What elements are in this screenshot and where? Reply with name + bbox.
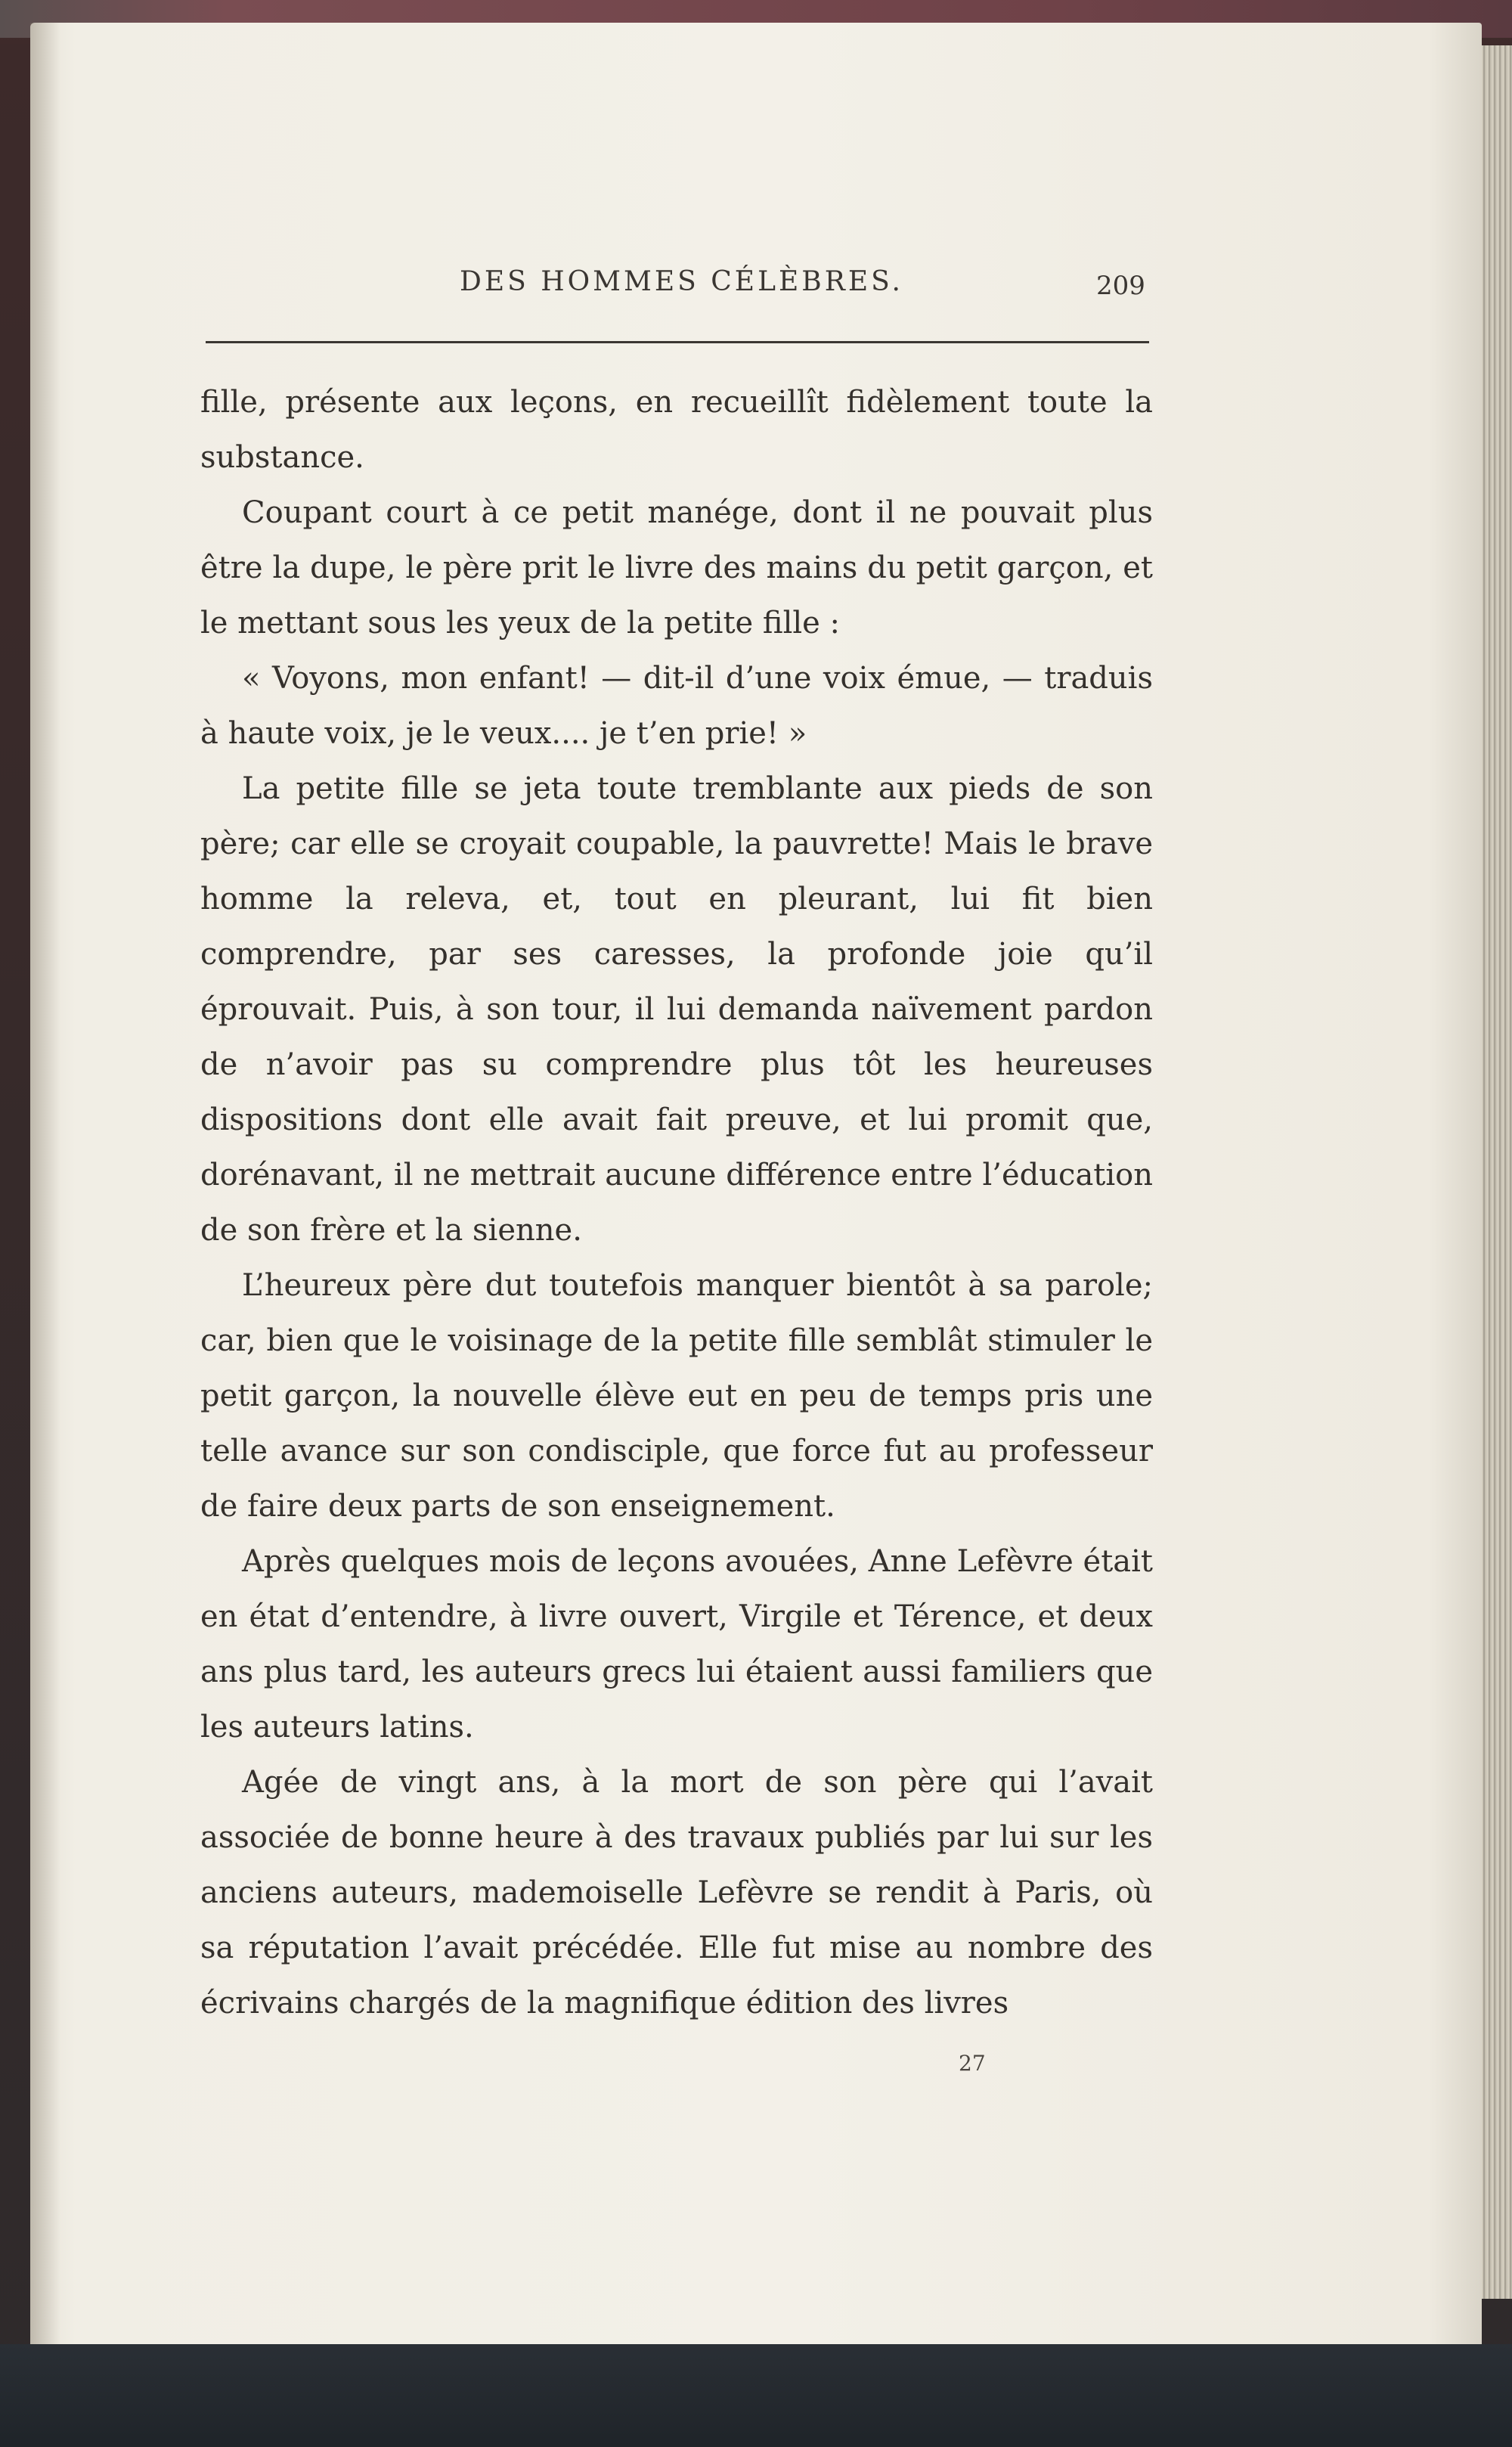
paragraph: Après quelques mois de leçons avouées, Anne Lefèvre était en état d’entendre, à livre ouvert, Virgile et Térence, et deux ans plus tard, les auteurs grecs lui étaient aussi familiers que les auteurs latins. xyxy=(200,1544,1153,1745)
page-number: 209 xyxy=(1096,271,1145,301)
paragraph: « Voyons, mon enfant! — dit-il d’une voix émue, — traduis à haute voix, je le veux.... je t’en prie! » xyxy=(200,661,1153,751)
paragraph: Coupant court à ce petit manége, dont il ne pouvait plus être la dupe, le père prit le livre des mains du petit garçon, et le mettant sous les yeux de la petite fille : xyxy=(200,495,1153,640)
page-header xyxy=(204,266,1157,312)
header-rule xyxy=(206,341,1149,343)
background-cloth xyxy=(0,2344,1512,2447)
signature-mark: 27 xyxy=(959,2051,986,2076)
paragraph: fille, présente aux leçons, en recueillît fidèlement toute la substance. xyxy=(200,385,1153,475)
gutter-shadow xyxy=(30,23,60,2352)
paragraph: La petite fille se jeta toute tremblante aux pieds de son père; car elle se croyait coupable, la pauvrette! Mais le brave homme la releva, et, tout en pleurant, lui fit bien comprendre, par ses caresses, la profonde joie qu’il éprouvait. Puis, à son tour, il lui demanda naïvement pardon de n’avoir pas su comprendre plus tôt les heureuses dispositions dont elle avait fait preuve, et lui promit que, dorénavant, il ne mettrait aucune différence entre l’éducation de son frère et la sienne. xyxy=(200,771,1153,1248)
paragraph: L’heureux père dut toutefois manquer bientôt à sa parole; car, bien que le voisinage de la petite fille semblât stimuler le petit garçon, la nouvelle élève eut en peu de temps pris une telle avance sur son condisciple, que force fut au professeur de faire deux parts de son enseignement. xyxy=(200,1268,1153,1524)
body-text xyxy=(200,375,1153,2031)
running-title: DES HOMMES CÉLÈBRES. xyxy=(460,266,903,297)
paragraph: Agée de vingt ans, à la mort de son père qui l’avait associée de bonne heure à des travaux publiés par lui sur les anciens auteurs, mademoiselle Lefèvre se rendit à Paris, où sa réputation l’avait précédée. Elle fut mise au nombre des écrivains chargés de la magnifique édition des livres xyxy=(200,1765,1153,2021)
